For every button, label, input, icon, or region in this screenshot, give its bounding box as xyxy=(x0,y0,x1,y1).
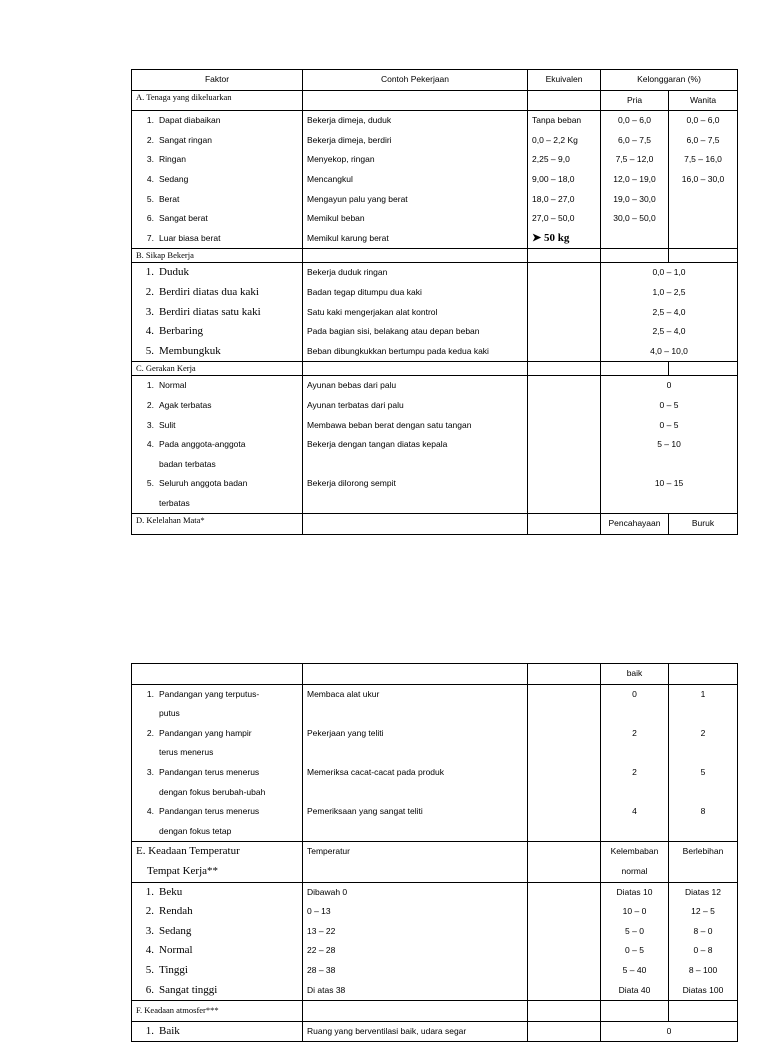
e-berlebihan-cell: Diatas 12 12 – 5 8 – 0 0 – 8 8 – 100 Diatas 100 xyxy=(669,882,738,1001)
section-row-a xyxy=(132,90,738,111)
section-row-b xyxy=(132,249,738,263)
list-item: 7. Luar biasa berat xyxy=(146,232,221,243)
section-title-a: A. Tenaga yang dikeluarkan xyxy=(132,90,303,111)
a-wanita-cell: 0,0 – 6,0 6,0 – 7,5 7,5 – 16,0 16,0 – 30,0 xyxy=(669,111,738,249)
empty-cell xyxy=(303,90,528,111)
empty-cell xyxy=(528,376,601,514)
empty-cell xyxy=(303,249,528,263)
allowance-table-part1 xyxy=(131,69,738,535)
b-faktor-cell xyxy=(132,263,303,362)
empty-cell xyxy=(669,1001,738,1022)
allowance-table-part2 xyxy=(131,663,738,1042)
d-baik-cell: 0 2 2 4 xyxy=(601,684,669,842)
list-item-continued: terbatas xyxy=(159,497,190,508)
section-title-c: C. Gerakan Kerja xyxy=(132,362,303,376)
empty-cell xyxy=(303,362,528,376)
empty-cell xyxy=(528,1021,601,1042)
empty-cell xyxy=(528,664,601,685)
header-buruk: Buruk xyxy=(669,514,738,535)
b-value-cell: 0,0 – 1,0 1,0 – 2,5 2,5 – 4,0 2,5 – 4,0 4,0 – 10,0 xyxy=(601,263,738,362)
empty-cell xyxy=(669,249,738,263)
list-item-continued: dengan fokus berubah-ubah xyxy=(159,786,266,797)
section-title-f: F. Keadaan atmosfer*** xyxy=(132,1001,303,1022)
list-item: 1. Duduk xyxy=(145,266,189,279)
list-item: 4. Sedang xyxy=(146,173,189,184)
header-pria: Pria xyxy=(601,90,669,111)
list-item: 1. Beku xyxy=(145,885,183,898)
list-item-continued: dengan fokus tetap xyxy=(159,825,232,836)
list-item: 2. Rendah xyxy=(145,905,193,918)
a-faktor-cell xyxy=(132,111,303,249)
empty-cell xyxy=(528,90,601,111)
list-item-continued: terus menerus xyxy=(159,747,214,758)
list-item: 5. Seluruh anggota badan xyxy=(146,478,248,489)
list-item: 6. Sangat tinggi xyxy=(145,983,218,996)
empty-cell xyxy=(528,362,601,376)
list-item: 3. Berdiri diatas satu kaki xyxy=(145,305,261,318)
d-contoh-cell: Membaca alat ukur Pekerjaan yang teliti Memeriksa cacat-cacat pada produk Pemeriksaan yang sangat teliti xyxy=(303,684,528,842)
list-item: 6. Sangat berat xyxy=(146,213,208,224)
c-value-cell: 0 0 – 5 0 – 5 5 – 10 10 – 15 xyxy=(601,376,738,514)
f-value-cell: 0 xyxy=(601,1021,738,1042)
list-item: 5. Berat xyxy=(146,193,180,204)
section-body-e xyxy=(132,882,738,1001)
empty-cell xyxy=(669,362,738,376)
e-normal-cell: Diatas 10 10 – 0 5 – 0 0 – 5 5 – 40 Diata 40 xyxy=(601,882,669,1001)
list-item: 4. Berbaring xyxy=(145,325,203,338)
list-item: 4. Pandangan terus menerus xyxy=(146,806,260,817)
list-item-continued: badan terbatas xyxy=(159,458,216,469)
a-contoh-cell: Bekerja dimeja, duduk Bekerja dimeja, berdiri Menyekop, ringan Mencangkul Mengayun palu yang berat Memikul beban Memikul karung berat xyxy=(303,111,528,249)
section-row-d xyxy=(132,514,738,535)
list-item: 3. Sulit xyxy=(146,419,176,430)
list-item: 5. Tinggi xyxy=(145,963,188,976)
heavy-load-value: ➤ 50 kg xyxy=(532,231,570,244)
header-faktor: Faktor xyxy=(132,70,303,91)
empty-cell xyxy=(528,882,601,1001)
section-body-b xyxy=(132,263,738,362)
c-contoh-cell: Ayunan bebas dari palu Ayunan terbatas dari palu Membawa beban berat dengan satu tangan Bekerja dengan tangan diatas kepala Bekerja dilorong sempit xyxy=(303,376,528,514)
section-body-d xyxy=(132,684,738,842)
table-header-row xyxy=(132,70,738,91)
empty-cell xyxy=(669,664,738,685)
section-body-f xyxy=(132,1021,738,1042)
header-kelonggaran: Kelonggaran (%) xyxy=(601,70,738,91)
list-item: 3. Sedang xyxy=(145,924,192,937)
empty-cell xyxy=(303,1001,528,1022)
continuation-header-row xyxy=(132,664,738,685)
section-title-b: B. Sikap Bekerja xyxy=(132,249,303,263)
empty-cell xyxy=(528,1001,601,1022)
list-item: 4. Normal xyxy=(145,944,193,957)
section-body-a xyxy=(132,111,738,249)
header-berlebihan: Berlebihan xyxy=(669,842,738,882)
empty-cell xyxy=(528,249,601,263)
empty-cell xyxy=(528,842,601,882)
list-item: 1. Normal xyxy=(146,380,187,391)
section-row-c xyxy=(132,362,738,376)
empty-cell xyxy=(601,362,669,376)
section-title-e: E. Keadaan Temperatur Tempat Kerja** xyxy=(132,842,303,882)
section-body-c xyxy=(132,376,738,514)
empty-cell xyxy=(303,664,528,685)
list-item: 5. Membungkuk xyxy=(145,344,221,357)
list-item: 2. Berdiri diatas dua kaki xyxy=(145,285,259,298)
list-item: 3. Pandangan terus menerus xyxy=(146,766,260,777)
list-item: 2. Agak terbatas xyxy=(146,399,212,410)
c-faktor-cell xyxy=(132,376,303,514)
a-ekuivalen-cell: Tanpa beban 0,0 – 2,2 Kg 2,25 – 9,0 9,00 – 18,0 18,0 – 27,0 27,0 – 50,0 ➤ 50 kg xyxy=(528,111,601,249)
list-item: 2. Sangat ringan xyxy=(146,134,212,145)
list-item: 1. Pandangan yang terputus- xyxy=(146,688,260,699)
section-row-e xyxy=(132,842,738,882)
d-buruk-cell: 1 2 5 8 xyxy=(669,684,738,842)
header-ekuivalen: Ekuivalen xyxy=(528,70,601,91)
header-pencahayaan: Pencahayaan xyxy=(601,514,669,535)
header-contoh: Contoh Pekerjaan xyxy=(303,70,528,91)
list-item: 2. Pandangan yang hampir xyxy=(146,727,252,738)
list-item-continued: putus xyxy=(159,708,180,719)
empty-cell xyxy=(528,514,601,535)
b-contoh-cell: Bekerja duduk ringan Badan tegap ditumpu dua kaki Satu kaki mengerjakan alat kontrol Pada bagian sisi, belakang atau depan beban Beban dibungkukkan bertumpu pada kedua kaki xyxy=(303,263,528,362)
d-faktor-cell xyxy=(132,684,303,842)
list-item: 1. Baik xyxy=(145,1024,180,1037)
f-faktor-cell xyxy=(132,1021,303,1042)
f-contoh-cell: Ruang yang berventilasi baik, udara segar xyxy=(303,1021,528,1042)
a-pria-cell: 0,0 – 6,0 6,0 – 7,5 7,5 – 12,0 12,0 – 19,0 19,0 – 30,0 30,0 – 50,0 xyxy=(601,111,669,249)
empty-cell xyxy=(303,514,528,535)
header-baik: baik xyxy=(601,664,669,685)
list-item: 1. Dapat diabaikan xyxy=(146,115,221,126)
empty-cell xyxy=(132,664,303,685)
section-title-d: D. Kelelahan Mata* xyxy=(132,514,303,535)
list-item: 4. Pada anggota-anggota xyxy=(146,439,246,450)
empty-cell xyxy=(601,1001,669,1022)
header-kelembaban-normal: Kelembaban normal xyxy=(601,842,669,882)
e-faktor-cell xyxy=(132,882,303,1001)
header-wanita: Wanita xyxy=(669,90,738,111)
empty-cell xyxy=(528,263,601,362)
header-temperatur: Temperatur xyxy=(303,842,528,882)
e-contoh-cell: Dibawah 0 0 – 13 13 – 22 22 – 28 28 – 38 Di atas 38 xyxy=(303,882,528,1001)
list-item: 3. Ringan xyxy=(146,154,186,165)
empty-cell xyxy=(601,249,669,263)
section-row-f xyxy=(132,1001,738,1022)
empty-cell xyxy=(528,684,601,842)
